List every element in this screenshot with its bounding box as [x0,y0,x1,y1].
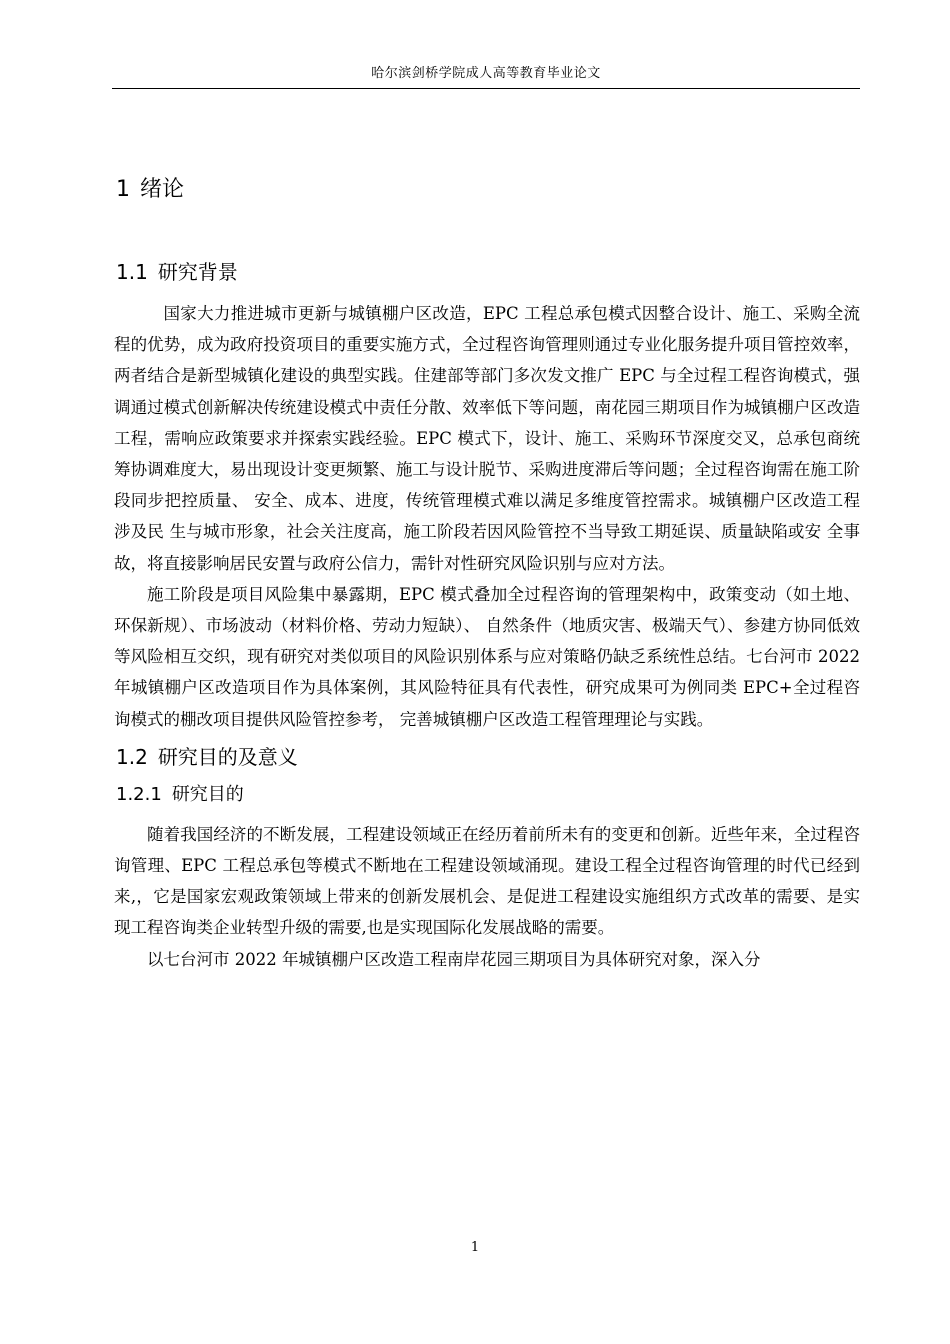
section-heading-1-2 [116,739,860,775]
subsection-heading-1-2-1 [116,779,860,811]
background-paragraph-2: 施工阶段是项目风险集中暴露期，EPC 模式叠加全过程咨询的管理架构中，政策变动（如土地、环保新规）、市场波动（材料价格、劳动力短缺）、 自然条件（地质灾害、极端天气）、参建方协同低效等风险相互交织，现有研究对类似项目的风险识别体系与应对策略仍缺乏系统性总结。七台河市 2022 年城镇棚户区改造项目作为具体案例，其风险特征具有代表性，研究成果可为例同类 EPC+全过程咨询模式的棚改项目提供风险管控参考， 完善城镇棚户区改造工程管理理论与实践。 [114,584,860,729]
background-paragraph-1: 国家大力推进城市更新与城镇棚户区改造，EPC 工程总承包模式因整合设计、施工、采购全流程的优势，成为政府投资项目的重要实施方式，全过程咨询管理则通过专业化服务提升项目管控效率，两者结合是新型城镇化建设的典型实践。住建部等部门多次发文推广 EPC 与全过程工程咨询模式，强调通过模式创新解决传统建设模式中责任分散、效率低下等问题，南花园三期项目作为城镇棚户区改造工程，需响应政策要求并探索实践经验。EPC 模式下，设计、施工、采购环节深度交叉，总承包商统筹协调难度大，易出现设计变更频繁、施工与设计脱节、采购进度滞后等问题；全过程咨询需在施工阶段同步把控质量、 安全、成本、进度，传统管理模式难以满足多维度管控需求。城镇棚户区改造工程涉及民 生与城市形象，社会关注度高，施工阶段若因风险管控不当导致工期延误、质量缺陷或安 全事故，将直接影响居民安置与政府公信力，需针对性研究风险识别与应对方法。 [114,304,860,573]
page-header [112,62,860,89]
header-title: 哈尔滨剑桥学院成人高等教育毕业论文 [371,66,601,81]
section-title: 研究目的及意义 [157,744,298,769]
subsection-title: 研究目的 [171,783,244,805]
chapter-heading [116,170,860,210]
page-number: 1 [470,1240,480,1255]
chapter-title: 绪论 [140,177,185,202]
document-body [114,170,860,975]
subsection-number: 1.2.1 [116,783,162,805]
purpose-paragraph-1: 随着我国经济的不断发展，工程建设领域正在经历着前所未有的变更和创新。近些年来，全过程咨询管理、EPC 工程总承包等模式不断地在工程建设领域涌现。建设工程全过程咨询管理的时代已经到来,，它是国家宏观政策领域上带来的创新发展机会、是促进工程建设实施组织方式改革的需要、是实现工程咨询类企业转型升级的需要,也是实现国际化发展战略的需要。 [114,824,860,938]
section-number: 1.2 [116,744,148,769]
section-heading-1-1 [116,254,860,290]
chapter-number: 1 [116,177,130,202]
section-title: 研究背景 [157,260,238,284]
section-number: 1.1 [116,260,148,284]
purpose-paragraph-2: 以七台河市 2022 年城镇棚户区改造工程南岸花园三期项目为具体研究对象，深入分 [147,949,761,969]
